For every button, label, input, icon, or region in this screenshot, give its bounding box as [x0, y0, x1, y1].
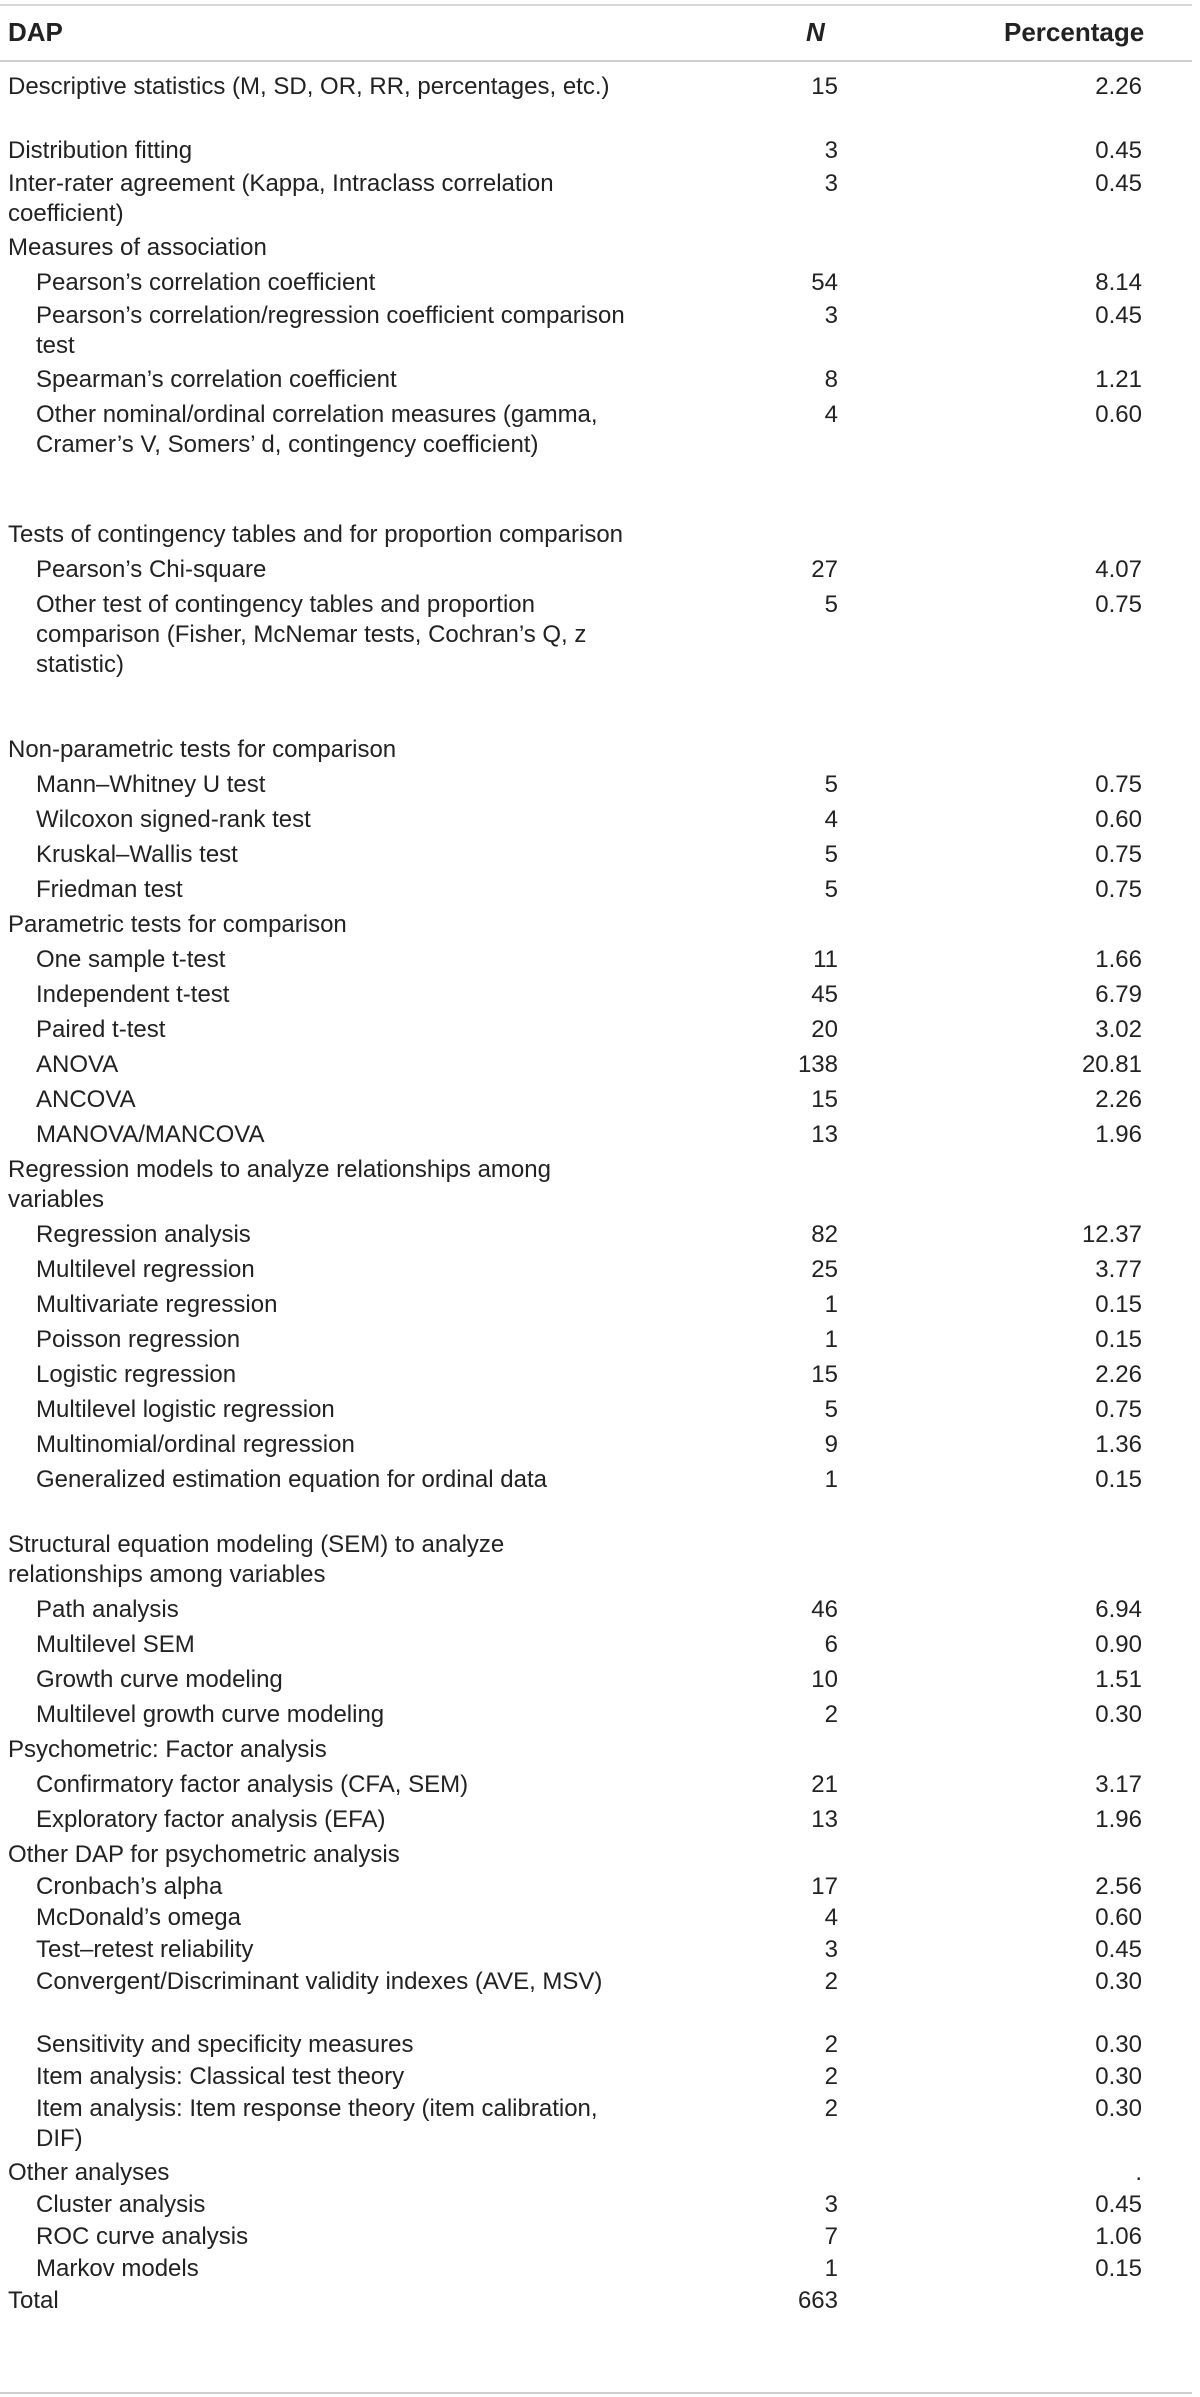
row-n: 5	[824, 841, 838, 868]
row-percentage: 2.26	[1095, 73, 1142, 100]
row-label: Item analysis: Classical test theory	[36, 2063, 405, 2090]
row-n: 5	[824, 1396, 838, 1423]
row-label: Exploratory factor analysis (EFA)	[36, 1806, 386, 1833]
row-n: 1	[824, 1291, 838, 1318]
row-n: 25	[811, 1256, 838, 1283]
row-label: Generalized estimation equation for ordinal data	[36, 1466, 547, 1493]
row-label: Other DAP for psychometric analysis	[8, 1841, 400, 1868]
row-percentage: 0.60	[1095, 806, 1142, 833]
row-percentage: 0.75	[1095, 841, 1142, 868]
row-percentage: 2.56	[1095, 1873, 1142, 1900]
row-percentage: 1.96	[1095, 1121, 1142, 1148]
row-percentage: 0.15	[1095, 1326, 1142, 1353]
row-percentage: 0.90	[1095, 1631, 1142, 1658]
row-n: 3	[824, 170, 838, 197]
row-percentage: 0.15	[1095, 2255, 1142, 2282]
row-percentage: 0.45	[1095, 137, 1142, 164]
header-dap: DAP	[8, 17, 63, 47]
row-percentage: 0.30	[1095, 1968, 1142, 1995]
row-label: Poisson regression	[36, 1326, 241, 1353]
row-label: ROC curve analysis	[36, 2223, 249, 2250]
row-n: 15	[811, 73, 838, 100]
row-label: Descriptive statistics (M, SD, OR, RR, percentages, etc.)	[8, 73, 610, 100]
row-label: Structural equation modeling (SEM) to analyze relationships among variables	[8, 1531, 505, 1588]
row-n: 5	[824, 591, 838, 618]
row-label: Friedman test	[36, 876, 183, 903]
row-percentage: 0.75	[1095, 1396, 1142, 1423]
row-n: 8	[824, 366, 838, 393]
row-percentage: .	[1135, 2159, 1142, 2186]
row-n: 4	[824, 1904, 838, 1931]
row-percentage: 0.30	[1095, 2095, 1142, 2122]
row-n: 7	[824, 2223, 838, 2250]
row-percentage: 1.36	[1095, 1431, 1142, 1458]
row-n: 21	[811, 1771, 838, 1798]
row-label: Multivariate regression	[36, 1291, 278, 1318]
row-label: Path analysis	[36, 1596, 179, 1623]
row-percentage: 0.15	[1095, 1291, 1142, 1318]
row-label: Other nominal/ordinal correlation measures (gamma, Cramer’s V, Somers’ d, contingency coefficient)	[36, 401, 598, 458]
row-n: 13	[811, 1121, 838, 1148]
row-label: Markov models	[36, 2255, 199, 2282]
row-percentage: 3.02	[1095, 1016, 1142, 1043]
row-n: 10	[811, 1666, 838, 1693]
row-label: Other analyses	[8, 2159, 170, 2186]
header-n: N	[806, 17, 825, 47]
row-n: 2	[824, 2095, 838, 2122]
row-percentage: 0.60	[1095, 401, 1142, 428]
row-label: Tests of contingency tables and for proportion comparison	[8, 521, 624, 548]
row-n: 45	[811, 981, 838, 1008]
row-n: 17	[811, 1873, 838, 1900]
row-label: McDonald’s omega	[36, 1904, 241, 1931]
row-label: Cluster analysis	[36, 2191, 206, 2218]
row-n: 2	[824, 2031, 838, 2058]
row-n: 3	[824, 137, 838, 164]
row-n: 2	[824, 1701, 838, 1728]
row-label: Multilevel regression	[36, 1256, 255, 1283]
row-label: Confirmatory factor analysis (CFA, SEM)	[36, 1771, 469, 1798]
row-label: Other test of contingency tables and proportion comparison (Fisher, McNemar tests, Cochran’s Q, z statistic)	[36, 591, 587, 678]
row-percentage: 12.37	[1081, 1221, 1142, 1248]
row-label: Test–retest reliability	[36, 1936, 254, 1963]
header-percentage: Percentage	[1004, 17, 1145, 47]
row-n: 82	[811, 1221, 838, 1248]
table-bottom-rule	[0, 2392, 1192, 2394]
row-label: ANCOVA	[36, 1086, 136, 1113]
row-n: 15	[811, 1361, 838, 1388]
row-n: 13	[811, 1806, 838, 1833]
row-percentage: 6.79	[1095, 981, 1142, 1008]
row-label: Sensitivity and specificity measures	[36, 2031, 414, 2058]
row-n: 4	[824, 806, 838, 833]
row-n: 2	[824, 2063, 838, 2090]
row-label: Multilevel SEM	[36, 1631, 195, 1658]
row-n: 3	[824, 2191, 838, 2218]
row-percentage: 0.30	[1095, 2063, 1142, 2090]
header-bottom-rule	[0, 60, 1192, 62]
row-percentage: 0.15	[1095, 1466, 1142, 1493]
row-n: 9	[824, 1431, 838, 1458]
row-percentage: 1.66	[1095, 946, 1142, 973]
row-n: 6	[824, 1631, 838, 1658]
row-n: 5	[824, 771, 838, 798]
table-top-rule	[0, 4, 1192, 6]
row-percentage: 0.75	[1095, 771, 1142, 798]
row-label: Mann–Whitney U test	[36, 771, 266, 798]
row-label: Cronbach’s alpha	[36, 1873, 223, 1900]
row-label: Pearson’s correlation/regression coefficient comparison test	[36, 302, 625, 359]
row-percentage: 3.17	[1095, 1771, 1142, 1798]
row-n: 1	[824, 1326, 838, 1353]
row-percentage: 1.96	[1095, 1806, 1142, 1833]
row-percentage: 0.60	[1095, 1904, 1142, 1931]
row-label: Multinomial/ordinal regression	[36, 1431, 355, 1458]
row-label: Pearson’s correlation coefficient	[36, 269, 376, 296]
row-label: Kruskal–Wallis test	[36, 841, 238, 868]
row-label: Regression models to analyze relationships among variables	[8, 1156, 551, 1213]
row-percentage: 0.75	[1095, 876, 1142, 903]
row-n: 11	[813, 946, 838, 973]
row-label: Independent t-test	[36, 981, 230, 1008]
row-percentage: 6.94	[1095, 1596, 1142, 1623]
row-label: MANOVA/MANCOVA	[36, 1121, 265, 1148]
row-n: 27	[811, 556, 838, 583]
row-label: Logistic regression	[36, 1361, 237, 1388]
row-percentage: 1.06	[1095, 2223, 1142, 2250]
row-n: 1	[824, 2255, 838, 2282]
row-n: 3	[824, 1936, 838, 1963]
row-percentage: 0.30	[1095, 2031, 1142, 2058]
row-percentage: 20.81	[1081, 1051, 1142, 1078]
row-percentage: 3.77	[1095, 1256, 1142, 1283]
row-n: 2	[824, 1968, 838, 1995]
row-label: ANOVA	[36, 1051, 119, 1078]
row-percentage: 0.45	[1095, 1936, 1142, 1963]
row-label: Psychometric: Factor analysis	[8, 1736, 327, 1763]
row-percentage: 1.51	[1095, 1666, 1142, 1693]
row-label: One sample t-test	[36, 946, 226, 973]
row-label: Non-parametric tests for comparison	[8, 736, 397, 763]
row-n: 5	[824, 876, 838, 903]
row-percentage: 0.45	[1095, 2191, 1142, 2218]
row-percentage: 4.07	[1095, 556, 1142, 583]
row-percentage: 0.45	[1095, 302, 1142, 329]
row-label: Spearman’s correlation coefficient	[36, 366, 397, 393]
row-label: Convergent/Discriminant validity indexes (AVE, MSV)	[36, 1968, 603, 1995]
row-n: 20	[811, 1016, 838, 1043]
row-label: Parametric tests for comparison	[8, 911, 347, 938]
row-percentage: 8.14	[1095, 269, 1142, 296]
row-label: Wilcoxon signed-rank test	[36, 806, 311, 833]
row-n: 138	[797, 1051, 838, 1078]
row-percentage: 0.45	[1095, 170, 1142, 197]
row-label: Total	[8, 2287, 59, 2314]
row-n: 4	[824, 401, 838, 428]
row-percentage: 2.26	[1095, 1361, 1142, 1388]
row-label: Pearson’s Chi-square	[36, 556, 267, 583]
row-label: Paired t-test	[36, 1016, 166, 1043]
row-n: 54	[811, 269, 838, 296]
row-n: 3	[824, 302, 838, 329]
row-percentage: 1.21	[1095, 366, 1142, 393]
row-label: Growth curve modeling	[36, 1666, 283, 1693]
row-n: 46	[811, 1596, 838, 1623]
row-label: Inter-rater agreement (Kappa, Intraclass correlation coefficient)	[8, 170, 554, 227]
row-label: Regression analysis	[36, 1221, 251, 1248]
row-percentage: 0.30	[1095, 1701, 1142, 1728]
row-n: 1	[824, 1466, 838, 1493]
row-label: Measures of association	[8, 234, 267, 261]
row-n: 15	[811, 1086, 838, 1113]
row-n: 663	[797, 2287, 838, 2314]
row-label: Multilevel growth curve modeling	[36, 1701, 385, 1728]
row-label: Multilevel logistic regression	[36, 1396, 335, 1423]
row-label: Item analysis: Item response theory (item calibration, DIF)	[36, 2095, 598, 2152]
row-percentage: 0.75	[1095, 591, 1142, 618]
row-percentage: 2.26	[1095, 1086, 1142, 1113]
row-label: Distribution fitting	[8, 137, 193, 164]
